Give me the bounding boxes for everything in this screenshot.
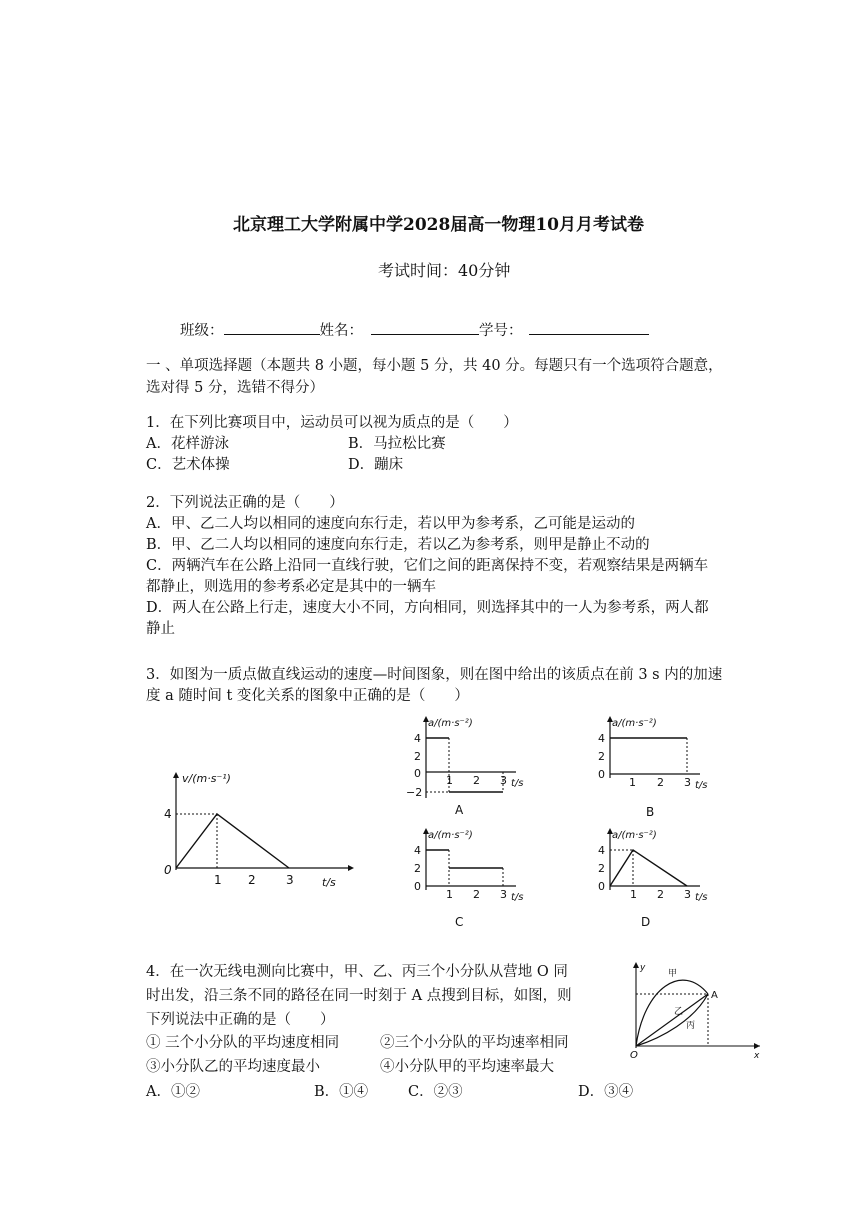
graph-label: 1: [446, 774, 453, 787]
graph-label: 乙: [674, 1007, 684, 1017]
graph-label: 1: [446, 888, 453, 901]
graph-label: 2: [473, 774, 480, 787]
exam-title: 北京理工大学附属中学2028届高一物理10月月考试卷: [233, 215, 644, 235]
graph-label: 0: [414, 767, 421, 780]
q1-option-a: A．花样游泳: [146, 436, 229, 452]
q1-option-b: B．马拉松比赛: [348, 436, 446, 452]
graph-label: 4: [598, 732, 605, 745]
graph-d-ylabel: a/(m·s⁻²): [612, 830, 657, 841]
graph-d-caption: D: [641, 915, 651, 929]
graph-label: O: [630, 1050, 638, 1061]
graph-b-caption: B: [646, 805, 655, 819]
id-label: 学号：: [479, 323, 523, 339]
graph-label: 2: [473, 888, 480, 901]
graph-label: 丙: [686, 1021, 696, 1031]
q2-option-c-line2: 都静止，则选用的参考系必定是其中的一辆车: [146, 579, 436, 595]
graph-b-ylabel: a/(m·s⁻²): [612, 718, 657, 729]
q1-stem: 1．在下列比赛项目中，运动员可以视为质点的是（ ）: [146, 415, 518, 431]
name-field[interactable]: [371, 320, 479, 335]
graph-label: 2: [414, 862, 421, 875]
graph-a-caption: A: [455, 803, 464, 817]
graph-label: 4: [414, 844, 421, 857]
graph-label: 3: [500, 774, 507, 787]
graph-label: 甲: [668, 969, 678, 979]
graph-a-ylabel: a/(m·s⁻²): [428, 718, 473, 729]
graph-mark: [754, 1043, 760, 1049]
vt-tick-1: 1: [214, 873, 222, 887]
q4-statement-2: ②三个小分队的平均速率相同: [380, 1035, 569, 1051]
q4-stem-line1: 4．在一次无线电测向比赛中，甲、乙、丙三个小分队从营地 O 同: [146, 964, 568, 980]
vt-tick-2: 2: [248, 873, 256, 887]
graph-label: 3: [500, 888, 507, 901]
q4-stem-line3: 下列说法中正确的是（ ）: [146, 1012, 335, 1028]
vt-y-arrow: [173, 772, 179, 778]
q1-option-c: C．艺术体操: [146, 457, 230, 473]
graph-label: 2: [598, 862, 605, 875]
vt-tick-3: 3: [286, 873, 294, 887]
section1-line1: 一 、单项选择题（本题共 8 小题，每小题 5 分，共 40 分。每题只有一个选项符合题意，: [146, 358, 723, 374]
q2-option-b: B．甲、乙二人均以相同的速度向东行走，若以乙为参考系，则甲是静止不动的: [146, 537, 650, 553]
graph-label: 3: [684, 776, 691, 789]
graph-c-caption: C: [455, 915, 464, 929]
graph-label: t/s: [695, 892, 708, 903]
graph-c: [368, 826, 538, 936]
graph-label: x: [754, 1051, 760, 1061]
section1-line2: 选对得 5 分，选错不得分）: [146, 380, 324, 396]
graph-b: [560, 712, 730, 822]
graph-d: [560, 826, 730, 936]
graph-label: 0: [414, 880, 421, 893]
graph-mark: [633, 962, 639, 968]
graph-label: 2: [657, 888, 664, 901]
graph-a: [368, 712, 538, 822]
vt-y-label: v/(m·s⁻¹): [182, 772, 231, 785]
path-jia: [636, 980, 708, 1046]
q4-statement-3: ③小分队乙的平均速度最小: [146, 1059, 320, 1075]
graph-label: 0: [598, 768, 605, 781]
graph-label: t/s: [511, 778, 524, 789]
graph-label: 1: [630, 888, 637, 901]
q2-option-d-line2: 静止: [146, 621, 175, 637]
class-field[interactable]: [224, 320, 320, 335]
graph-label: 2: [657, 776, 664, 789]
graph-label: y: [640, 963, 646, 973]
q1-option-d: D．蹦床: [348, 457, 404, 473]
q4-stem-line2: 时出发，沿三条不同的路径在同一时刻于 A 点搜到目标，如图，则: [146, 988, 572, 1004]
graph-label: t/s: [695, 780, 708, 791]
q2-option-a: A．甲、乙二人均以相同的速度向东行走，若以甲为参考系，乙可能是运动的: [146, 516, 635, 532]
class-label: 班级：: [180, 323, 224, 339]
q4-statement-4: ④小分队甲的平均速率最大: [380, 1059, 554, 1075]
graph-label: 3: [684, 888, 691, 901]
path-yi: [636, 994, 708, 1046]
graph-label: A: [711, 990, 718, 1001]
vt-tick-4: 4: [164, 807, 172, 821]
q4-option-b: B．①④: [314, 1084, 369, 1100]
graph-label: 1: [629, 776, 636, 789]
q2-stem: 2．下列说法正确的是（ ）: [146, 495, 344, 511]
graph-d-series-line: [610, 850, 687, 886]
graph-label: −2: [406, 786, 423, 799]
vt-series-line: [176, 814, 289, 868]
graph-label: 0: [598, 880, 605, 893]
q2-option-c-line1: C．两辆汽车在公路上沿同一直线行驶，它们之间的距离保持不变，若观察结果是两辆车: [146, 558, 709, 574]
q4-option-a: A．①②: [146, 1084, 200, 1100]
q4-path-figure: [622, 958, 772, 1062]
vt-x-label: t/s: [322, 876, 336, 889]
vt-x-arrow: [348, 865, 354, 871]
graph-label: 2: [598, 750, 605, 763]
q4-option-d: D．③④: [578, 1084, 634, 1100]
graph-label: 2: [414, 750, 421, 763]
exam-time: 考试时间：40分钟: [378, 261, 511, 280]
q4-option-c: C．②③: [408, 1084, 463, 1100]
graph-label: t/s: [511, 892, 524, 903]
student-id-field[interactable]: [529, 320, 649, 335]
vt-tick-0: 0: [164, 863, 172, 877]
graph-label: 4: [598, 844, 605, 857]
q3-stem-line2: 度 a 随时间 t 变化关系的图象中正确的是（ ）: [146, 688, 469, 704]
graph-label: 4: [414, 732, 421, 745]
name-label: 姓名：: [319, 323, 363, 339]
q2-option-d-line1: D．两人在公路上行走，速度大小不同，方向相同，则选择其中的一人为参考系，两人都: [146, 600, 709, 616]
graph-c-ylabel: a/(m·s⁻²): [428, 830, 473, 841]
q4-statement-1: ① 三个小分队的平均速度相同: [146, 1035, 340, 1051]
q3-stem-line1: 3．如图为一质点做直线运动的速度—时间图象，则在图中给出的该质点在前 3 s 内的加速: [146, 667, 723, 683]
student-info-row: [180, 320, 649, 342]
vt-graph: [160, 770, 360, 890]
